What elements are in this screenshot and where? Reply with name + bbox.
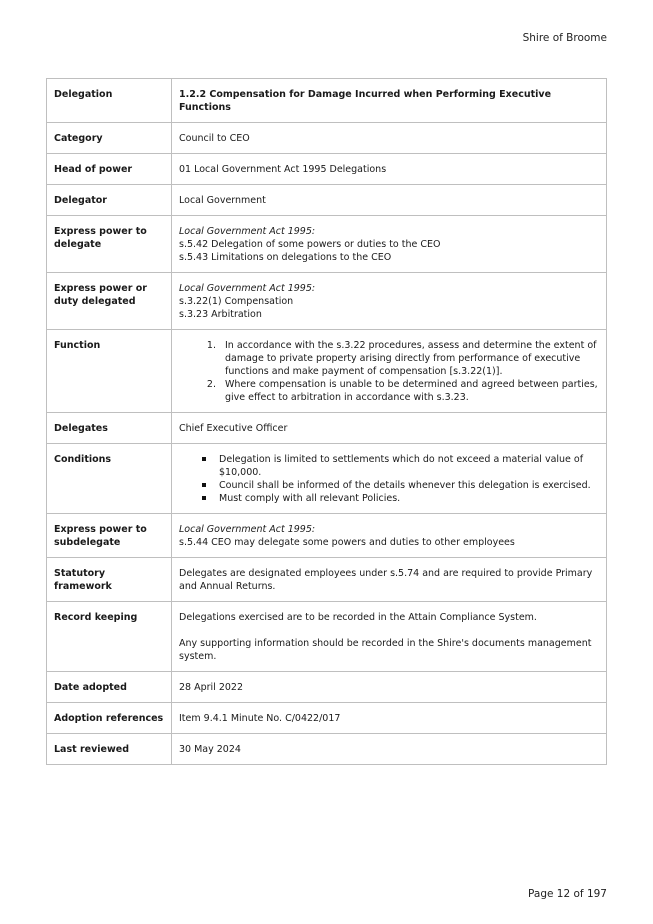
row-label: Date adopted (47, 672, 172, 703)
table-row-delegation (47, 79, 607, 123)
table-row-head-of-power (47, 154, 607, 185)
row-value (172, 330, 607, 413)
section-line: s.5.43 Limitations on delegations to the CEO (179, 252, 392, 263)
table-row-delegates (47, 413, 607, 444)
row-value: Item 9.4.1 Minute No. C/0422/017 (172, 703, 607, 734)
row-label: Delegator (47, 185, 172, 216)
list-item: Must comply with all relevant Policies. (219, 492, 599, 505)
page-number: Page 12 of 197 (528, 888, 607, 900)
table-row-statutory-framework (47, 558, 607, 602)
table-row-express-power-duty-delegated (47, 273, 607, 330)
row-value: Council to CEO (172, 123, 607, 154)
row-value (172, 444, 607, 514)
row-value: Local Government (172, 185, 607, 216)
table-row-express-power-subdelegate (47, 514, 607, 558)
row-label: Last reviewed (47, 734, 172, 765)
row-label: Head of power (47, 154, 172, 185)
table-row-category (47, 123, 607, 154)
header-organisation: Shire of Broome (522, 32, 607, 44)
delegation-title: 1.2.2 Compensation for Damage Incurred when Performing Executive Functions (172, 79, 607, 123)
paragraph: Any supporting information should be recorded in the Shire's documents management system. (179, 638, 592, 662)
row-label: Record keeping (47, 602, 172, 672)
list-item: Council shall be informed of the details whenever this delegation is exercised. (219, 479, 599, 492)
list-item: Delegation is limited to settlements which do not exceed a material value of $10,000. (219, 453, 599, 479)
table-row-function (47, 330, 607, 413)
section-line: s.3.23 Arbitration (179, 309, 262, 320)
row-label: Function (47, 330, 172, 413)
row-value: 01 Local Government Act 1995 Delegations (172, 154, 607, 185)
row-label: Express power or duty delegated (47, 273, 172, 330)
row-value (172, 514, 607, 558)
act-name: Local Government Act 1995: (179, 524, 316, 535)
list-item: 1. In accordance with the s.3.22 procedures, assess and determine the extent of damage to private property arising directly from performance of executive functions and make payment of compensation [s.3.22(1)]. (219, 339, 599, 378)
table-row-record-keeping (47, 602, 607, 672)
row-label: Delegation (47, 79, 172, 123)
table-row-delegator (47, 185, 607, 216)
row-label: Conditions (47, 444, 172, 514)
row-label: Statutory framework (47, 558, 172, 602)
row-label: Adoption references (47, 703, 172, 734)
act-name: Local Government Act 1995: (179, 226, 316, 237)
row-value (172, 216, 607, 273)
row-value (172, 273, 607, 330)
table-row-date-adopted (47, 672, 607, 703)
table-row-conditions (47, 444, 607, 514)
row-value: 30 May 2024 (172, 734, 607, 765)
row-label: Category (47, 123, 172, 154)
row-value: Chief Executive Officer (172, 413, 607, 444)
row-label: Express power to subdelegate (47, 514, 172, 558)
list-item: 2. Where compensation is unable to be determined and agreed between parties, give effect to arbitration in accordance with s.3.23. (219, 378, 599, 404)
row-value: Delegates are designated employees under s.5.74 and are required to provide Primary and Annual Returns. (172, 558, 607, 602)
section-line: s.3.22(1) Compensation (179, 296, 294, 307)
table-row-express-power-delegate (47, 216, 607, 273)
section-line: s.5.42 Delegation of some powers or duties to the CEO (179, 239, 441, 250)
row-value (172, 602, 607, 672)
table-row-adoption-references (47, 703, 607, 734)
function-list (179, 339, 599, 404)
row-value: 28 April 2022 (172, 672, 607, 703)
conditions-list (179, 453, 599, 505)
act-name: Local Government Act 1995: (179, 283, 316, 294)
section-line: s.5.44 CEO may delegate some powers and duties to other employees (179, 537, 515, 548)
row-label: Express power to delegate (47, 216, 172, 273)
table-row-last-reviewed (47, 734, 607, 765)
paragraph: Delegations exercised are to be recorded in the Attain Compliance System. (179, 612, 537, 623)
delegation-table (46, 78, 607, 765)
row-label: Delegates (47, 413, 172, 444)
